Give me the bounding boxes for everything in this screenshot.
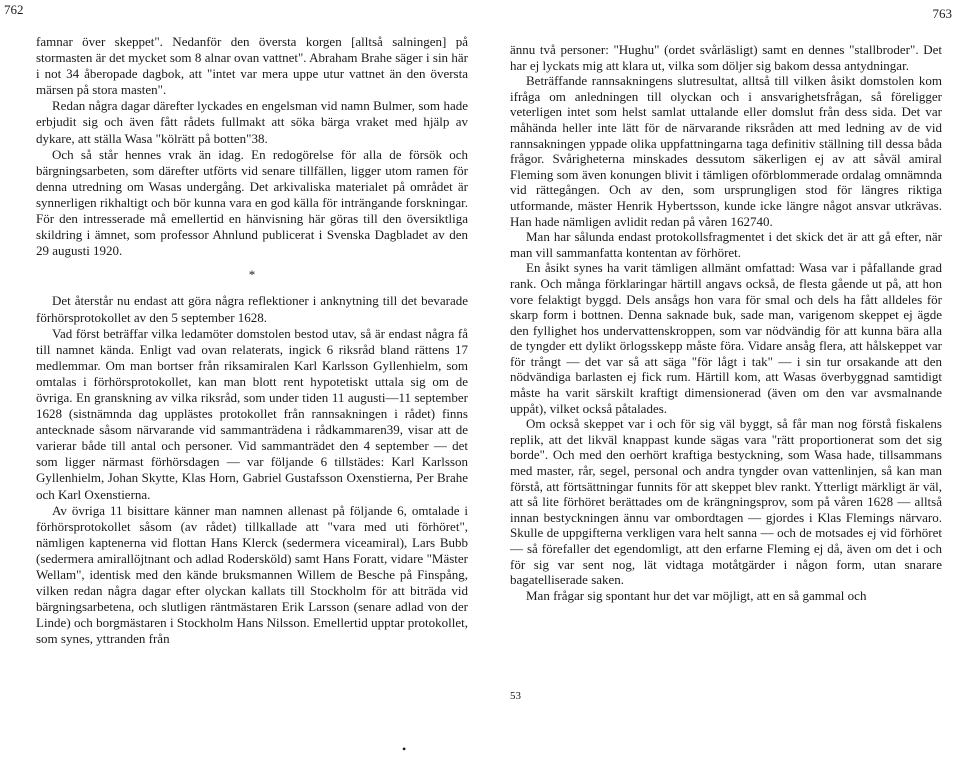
paragraph: Man frågar sig spontant hur det var möjligt, att en så gammal och: [526, 587, 867, 603]
right-page-number: 763: [932, 6, 952, 21]
paragraph: Vad först beträffar vilka ledamöter domstolen bestod utav, så är endast några få till namnet kända. Enligt vad ovan relaterats, ingick 6 riksråd bland rättens 17 medlemmar. Om man bortser från riksamiralen Karl Karlsson Gyllenhielm, som omtalas i förhörsprotokollet, kan man blott rent hypotetiskt uttala sig om de övriga. En granskning av vilka riksråd, som under tiden 11 augusti—11 september 1628 (sistnämnda dag upplästes protokollet från rannsakningen i rådet) finns antecknade såsom närvarande vid sammanträdena i rådkammaren39, visar att de varierar både till antal och personer. Vid sammanträdet den 4 september — det som ligger närmast förhörsdagen — var följande 6 tillstädes: Karl Karlsson Gyllenhielm, Johan Skytte, Klas Horn, Gabriel Gustafsson Oxenstierna, Per Brahe och Karl Oxenstierna.: [36, 325, 468, 502]
paragraph: ännu två personer: "Hughu" (ordet svårläsligt) samt en dennes "stallbroder". Det har ej lyckats mig att klara ut, vilka som döljer sig bakom dessa antydningar.: [510, 42, 942, 73]
left-page-number: 762: [4, 2, 24, 17]
paragraph: Det återstår nu endast att göra några reflektioner i anknytning till det bevarade förhörsprotokollet av den 5 september 1628.: [36, 293, 468, 325]
signature-mark: 53: [510, 690, 521, 702]
paragraph: famnar över skeppet". Nedanför den översta korgen [alltså salningen] på stormasten är det mycket som 8 alnar ovan vattnet". Abraham Brahe säger i sin här i not 34 åberopade dagbok, att "intet var mera uppe utur vattnet än den översta märsen på stora masten".: [36, 34, 468, 98]
paragraph: Redan några dagar därefter lyckades en engelsman vid namn Bulmer, som hade erbjudit sig och även fått rådets fullmakt att söka bärga vraket med hjälp av dykare, att ställa Wasa "kölrätt på botten"38.: [36, 98, 468, 146]
section-separator: *: [248, 267, 256, 283]
right-page-text: [510, 42, 942, 603]
paragraph: Man har sålunda endast protokollsfragmentet i det skick det är att gå efter, när man vill sammanfatta kontentan av förhöret.: [510, 229, 942, 260]
paragraph: Beträffande rannsakningens slutresultat, alltså till vilken åsikt domstolen kom ifråga om anledningen till olyckan och i ansvarighetsfrågan, så föreligger veterligen intet som helst samlat uttalande eller domslut från dess sida. Det var måhända heller inte lätt för de närvarande riksråden att med ledning av de vid rannsakningen yppade olika uppfattningarna taga definitiv ställning till dessa båda frågor. Svårigheterna minskades dessutom säkerligen ej av att såväl amiral Fleming som även konungen blivit i tämligen oförblommerade ordalag omnämnda vid rättegången. Och av den, som ursprungligen stod för längres riktiga utformande, mäster Henrik Hybertsson, kunde icke längre något ansvar utkrävas. Han hade nämligen avlidit redan på våren 162740.: [510, 73, 942, 229]
paragraph: Av övriga 11 bisittare känner man namnen allenast på följande 6, omtalade i förhörsprotokollet såsom (av rådet) tillkallade att "vara med uti förhöret", nämligen kaptenerna vid flottan Hans Klerck (sedermera viceamiral), Lars Bubb (sedermera amirallöjtnant och adlad Rodersköld) samt Hans Foratt, vidare "Mäster Wellam", identisk med den kände bruksmannen Willem de Besche på Finspång, vilken redan några dagar efter olyckan kallats till Stockholm för att biträda vid bärgningsarbetena, och slutligen räntmästaren Erik Larsson (senare adlad von der Linde) och borgmästaren i Stockholm Hans Nilsson. Emellertid upptar protokollet, som synes, yttranden från: [36, 502, 468, 647]
paragraph: En åsikt synes ha varit tämligen allmänt omfattad: Wasa var i påfallande grad rank. Och många förklaringar härtill angavs också, de flesta gående ut på, att hon vore felaktigt byggd. Dels ansågs hon vara för smal och dels ha fått alldeles för skarp form i bottnen. Denna saknade buk, sade man, varigenom skeppet ej ägde den fyllighet hos undervattenskroppen, som var nödvändig för att kunna bära alla de tyngder ett dylikt örlogsskepp måste föra. Vidare ansåg flera, att hålskeppet var för trångt — det var så att säga "för lågt i tak" — i sin tur orsakande att den nödvändiga barlasten ej fick rum. Härtill kom, att Wasas överbyggnad samtidigt måste ha varit särskilt kraftigt dimensionerad (även om den var avsmalnande uppåt), vilket också påtalades.: [510, 260, 942, 416]
left-page-text: [36, 34, 468, 647]
paragraph: Om också skeppet var i och för sig väl byggt, så får man nog förstå fiskalens replik, att det likväl knappast kunde sägas vara "rätt proportionerat som det sig borde". Och med den oerhört kraftiga bestyckning, som Wasa hade, tillsammans med master, rår, segel, personal och andra tyngder ovan vattenlinjen, så kan man förstå, att förtsättningar funnits för att skeppet blev rankt. Ytterligt märkligt är väl, att så lite förhöret berättades om de krängningsprov, som på våren 1628 — alltså innan bestyckningen ännu var ombordtagen — gjordes i Klas Flemings närvaro. Skulle de uppgifterna verkligen vara helt sanna — och de motsades ej vid förhöret — så förefaller det egendomligt, att den erfarne Fleming ej då, även om det i och för sig var sent nog, lät vidtaga motåtgärder i någon form, utan snarare bagatelliserade saken.: [510, 416, 942, 588]
stray-mark: •: [402, 742, 407, 756]
paragraph: Och så står hennes vrak än idag. En redogörelse för alla de försök och bärgningsarbeten, som därefter utförts vid senare tillfällen, ligger utom ramen för denna utredning om Wasas undergång. Det arkivaliska materialet på området är synnerligen rikhaltigt och bör kunna vara en god källa för inträngande forskningar. För den intresserade må emellertid en hänvisning här göras till den översiktliga skildring i ämnet, som professor Ahnlund publicerat i Svenska Dagbladet av den 29 augusti 1920.: [36, 146, 468, 259]
